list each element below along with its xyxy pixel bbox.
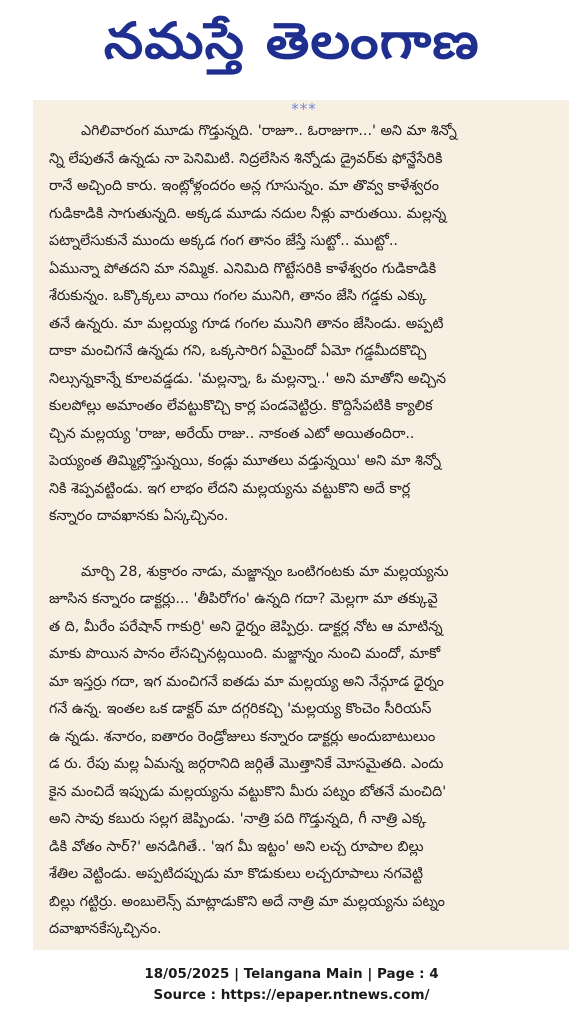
section-separator: *** [291,100,317,118]
text-line: న్ని లేపుతనే ఉన్నడు నా పెనిమిటి. నిద్రలేసిన శిన్నోడు డ్రైవర్‌కు ఫోన్జేసేరికి [49,150,443,167]
text-line: దవాఖానకేస్కచ్చినం. [49,921,162,937]
text-line: త ది, మీరేం పరేషాన్ గాకుర్రి' అని ధైర్నం జెప్పిర్రు. డాక్టర్ల నోట ఆ మాటిన్న [49,618,443,635]
text-line: చ్చిన మల్లయ్య 'రాజు, అరేయ్ రాజు.. నాకంత ఎటో అయితందిరా.. [49,425,415,442]
text-line: దాకా మంచిగనే ఉన్నడు గని, ఒక్కసారిగ ఏమైందో ఏమో గడ్డమీదకొచ్చి [49,343,427,359]
text-line: కన్నారం దావఖానకు ఏస్కచ్చినం. [49,508,229,524]
text-line: శేతిల వెట్టిండు. అప్పటిదప్పుడు మా కొడుకులు లచ్చరూపాలు నగవెట్టి [49,866,423,882]
text-line: పెయ్యంత తిమ్మిల్లొస్తున్నయి, కండ్లు మూతలు వడ్తున్నయి' అని మా శిన్నో [49,453,442,469]
text-line: గుడికాడికి సాగుతున్నది. అక్కడ మూడు నదుల నీళ్లు వారుతయి. మల్లన్న [49,205,447,222]
text-line: కైన మంచిదే ఇప్పుడు మల్లయ్యను వట్టుకొని మీరు పట్నం బోతనే మంచిది' [49,783,447,800]
text-line: జూసిన కన్నారం డాక్టర్లు... 'తీపిరోగం' ఉన్నది గదా? మెల్లగా మా తక్కువై [49,591,438,607]
text-line: ఉ న్నడు. శనారం, ఐతారం రెండ్రోజులు కన్నారం డాక్టర్లు అందుబాటులుం [49,728,436,745]
text-line: నికి శెప్పవట్టిండు. ఇగ లాభం లేదని మల్లయ్యను వట్టుకొని అదే కార్ల [49,480,411,497]
text-line: మా ఇస్తర్రు గదా, ఇగ మంచిగనే ఐతడు మా మల్లయ్య అని నేన్గూడ ధైర్నం [49,673,444,690]
masthead [0,0,583,95]
paragraph-gap [49,531,559,559]
text-line: గనే ఉన్న. ఇంతల ఒక డాక్టర్ మా దగ్గరికచ్చి 'మల్లయ్య కొంచెం సీరియస్ [49,701,432,717]
text-line: బిల్లు గట్టిర్రు. అంబులెన్స్ మాట్లాడుకొని అదే నాత్రి మా మల్లయ్యను పట్నం [49,893,445,910]
paragraph-1 [49,118,559,531]
paragraph-2 [49,559,559,944]
text-line: కులపోల్లు అమాంతం లేవట్టుకొచ్చి కార్ల పండవెట్టిర్రు. కొద్దిసేపటికి క్యాలిక [49,398,433,414]
source-link[interactable]: Source : https://epaper.ntnews.com/ [153,987,430,1003]
article-body [33,100,569,950]
footer [0,964,583,1006]
newspaper-logo: నమస్తే తెలంగాణ [103,12,480,70]
text-line: శేరుకున్నం. ఒక్కొక్కలు వాయి గంగల మునిగి, తానం జేసి గడ్డకు ఎక్కు [49,288,427,304]
text-line: ఎగిలివారంగ మూడు గొడ్తున్నది. 'రాజూ.. ఓరాజుగా...' అని మా శిన్నో [81,123,457,139]
text-line: మార్చి 28, శుక్రారం నాడు, మజ్జాన్నం ఒంటిగంటకు మా మల్లయ్యను [81,563,449,580]
text-line: రానే అచ్చింది కారు. ఇంట్లోళ్లందరం అన్ల గూసున్నం. మా తొవ్వ కాళేశ్వరం [49,178,439,194]
text-line: ఏమున్నా పోతదని మా నమ్మిక. ఎనిమిది గొట్టేసరికి కాళేశ్వరం గుడికాడికి [49,260,437,277]
text-line: పట్నాలేసుకునే ముందు అక్కడ గంగ తానం జేస్తే సుట్టో.. ముట్టో.. [49,233,398,249]
edition-info: 18/05/2025 | Telangana Main | Page : 4 [144,966,439,982]
text-line: తనే ఉన్నరు. మా మల్లయ్య గూడ గంగల మునిగి తానం జేసిండు. అప్పటి [49,315,444,332]
text-line: మాకు పొయిన పానం లేసచ్చినట్లయింది. మజ్జాన్నం నుంచి మందో, మాకో [49,646,441,662]
text-line: నిల్సున్నకాన్నే కూలవడ్డడు. 'మల్లన్నా, ఓ మల్లన్నా..' అని మాతోని అచ్చిన [49,370,447,387]
text-line: డికి వోతం సార్?' అనడిగితే.. 'ఇగ మీ ఇట్టం' అని లచ్చ రూపాల బిల్లు [49,838,424,855]
text-line: అని సావు కబురు సల్లగ జెప్పిండు. 'నాత్రి పది గొడ్తున్నది, గీ నాత్రి ఎక్క [49,811,427,827]
text-line: డ రు. రేపు మల్ల ఏమన్న జర్గరానిది జర్గితే మొత్తానికే మోసమైతది. ఎందు [49,756,444,772]
